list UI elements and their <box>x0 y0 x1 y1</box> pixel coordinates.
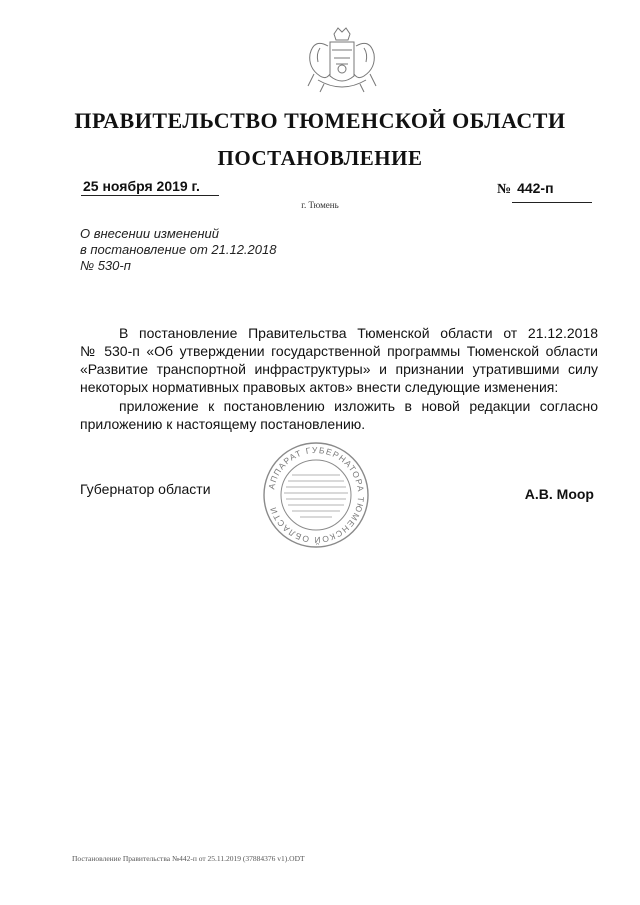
document-type-title: ПОСТАНОВЛЕНИЕ <box>217 146 423 170</box>
number-sign: № <box>497 182 512 197</box>
round-seal-icon <box>262 441 370 549</box>
paragraph-line: некоторых нормативных правовых актов» внести следующие изменения: <box>80 379 559 395</box>
document-subject <box>80 226 276 274</box>
footer-file-reference: Постановление Правительства №442-п от 25.11.2019 (37884376 v1).ODT <box>72 854 305 863</box>
signatory-name: А.В. Моор <box>524 486 594 502</box>
paragraph-line: приложение к постановлению изложить в новой редакции согласно <box>119 398 598 414</box>
body-paragraph-2 <box>80 397 598 433</box>
number-value: 442-п <box>517 180 554 196</box>
signatory-title: Губернатор области <box>80 481 211 497</box>
paragraph-line: приложению к настоящему постановлению. <box>80 416 366 432</box>
paragraph-line: В постановление Правительства Тюменской области от 21.12.2018 <box>119 325 598 341</box>
subject-line: № 530-п <box>80 258 131 273</box>
paragraph-line: «Развитие транспортной инфраструктуры» и признании утратившими силу <box>80 361 598 377</box>
date-underline <box>81 195 219 196</box>
document-date: 25 ноября 2019 г. <box>83 178 200 194</box>
paragraph-line: № 530-п «Об утверждении государственной программы Тюменской области <box>80 343 598 359</box>
body-paragraph-1 <box>80 324 598 396</box>
city-label: г. Тюмень <box>301 200 339 210</box>
stamp-ring-text: АППАРАТ ГУБЕРНАТОРА ТЮМЕНСКОЙ ОБЛАСТИ <box>266 444 367 546</box>
subject-line: О внесении изменений <box>80 226 219 241</box>
coat-of-arms-icon <box>290 24 394 96</box>
document-number <box>497 180 554 198</box>
organization-title: ПРАВИТЕЛЬСТВО ТЮМЕНСКОЙ ОБЛАСТИ <box>74 108 566 133</box>
subject-line: в постановление от 21.12.2018 <box>80 242 277 257</box>
